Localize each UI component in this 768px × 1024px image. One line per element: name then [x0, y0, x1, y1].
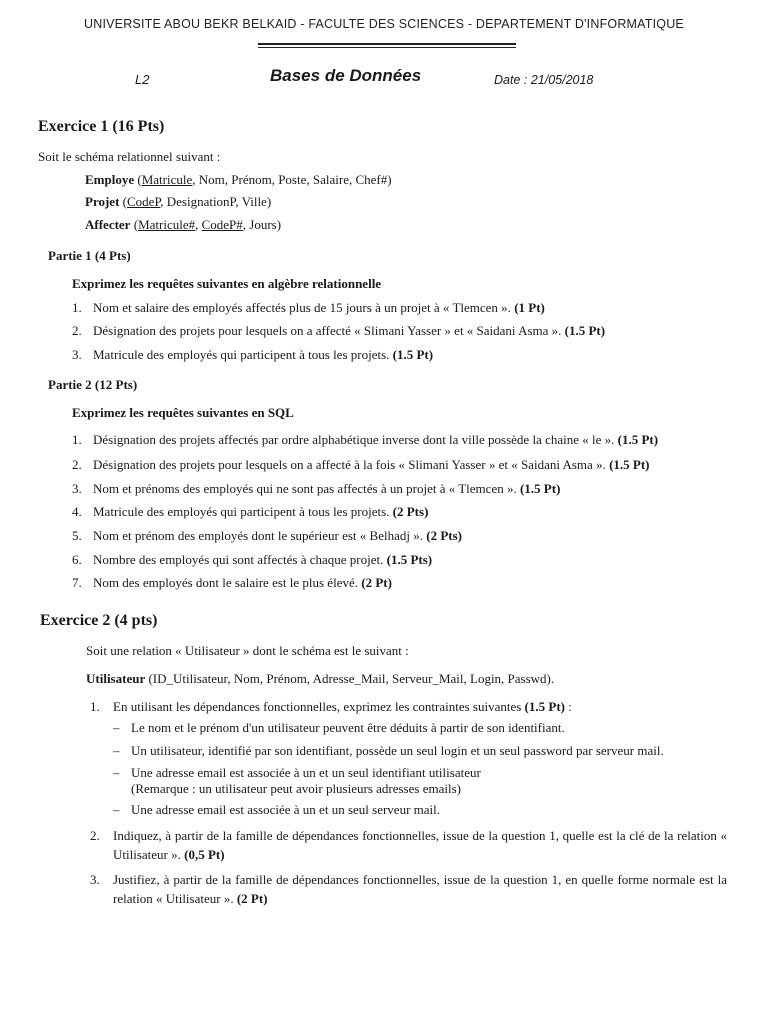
relation-name: Utilisateur	[86, 671, 146, 686]
points: (2 Pt)	[361, 575, 392, 590]
primary-key: Matricule#	[138, 217, 196, 232]
points: (2 Pts)	[426, 528, 462, 543]
header-rule-thick	[258, 43, 516, 45]
relation-name: Projet	[85, 194, 120, 209]
question-2: Indiquez, à partir de la famille de dépendances fonctionnelles, issue de la question 1, quelle est la clé de la relation « Utilisateur ». (0,5 Pt)	[113, 828, 727, 862]
list-number: 3.	[72, 347, 82, 362]
list-number: 1.	[72, 432, 82, 447]
list-item: Désignation des projets affectés par ordre alphabétique inverse dont la ville possède la chaine « le ». (1.5 Pt)	[93, 432, 659, 447]
dash-bullet: –	[113, 743, 120, 758]
university-header: UNIVERSITE ABOU BEKR BELKAID - FACULTE DES SCIENCES - DEPARTEMENT D'INFORMATIQUE	[84, 17, 684, 31]
list-item: Nom des employés dont le salaire est le plus élevé. (2 Pt)	[93, 575, 392, 590]
relation-name: Employe	[85, 172, 135, 187]
points: (0,5 Pt)	[184, 847, 225, 862]
list-item: Nombre des employés qui sont affectés à chaque projet. (1.5 Pts)	[93, 552, 433, 567]
exam-date: Date : 21/05/2018	[494, 73, 594, 87]
points: (1.5 Pt)	[519, 481, 561, 496]
list-number: 5.	[72, 528, 82, 543]
points: (1.5 Pts)	[386, 552, 433, 567]
part-2-title: Partie 2 (12 Pts)	[48, 377, 138, 392]
dash-bullet: –	[113, 802, 120, 817]
question-1: En utilisant les dépendances fonctionnelles, exprimez les contraintes suivantes (1.5 Pt) :	[113, 699, 572, 714]
part-1-subtitle: Exprimez les requêtes suivantes en algèbre relationnelle	[72, 276, 382, 291]
dash-bullet: –	[113, 765, 120, 780]
list-item: Nom et salaire des employés affectés plus de 15 jours à un projet à « Tlemcen ». (1 Pt)	[93, 300, 545, 315]
page-title: Bases de Données	[270, 66, 422, 85]
points: (2 Pts)	[392, 504, 429, 519]
list-item: Désignation des projets pour lesquels on a affecté à la fois « Slimani Yasser » et « Saidani Asma ». (1.5 Pt)	[93, 457, 650, 472]
relation-name: Affecter	[85, 217, 131, 232]
primary-key: Matricule	[141, 172, 193, 187]
points: (1.5 Pt)	[392, 347, 434, 362]
list-number: 2.	[72, 323, 82, 338]
list-number: 3.	[72, 481, 82, 496]
list-item: Matricule des employés qui participent à tous les projets. (1.5 Pt)	[93, 347, 434, 362]
list-item: Nom et prénoms des employés qui ne sont pas affectés à un projet à « Tlemcen ». (1.5 Pt)	[93, 481, 561, 496]
schema-utilisateur: Utilisateur (ID_Utilisateur, Nom, Prénom, Adresse_Mail, Serveur_Mail, Login, Passwd).	[86, 671, 555, 686]
dash-bullet: –	[113, 720, 120, 735]
list-item: Matricule des employés qui participent à tous les projets. (2 Pts)	[93, 504, 429, 519]
constraint-item: Une adresse email est associée à un et un seul identifiant utilisateur	[131, 765, 481, 780]
exercise-1-intro: Soit le schéma relationnel suivant :	[38, 149, 221, 164]
points: (2 Pt)	[236, 891, 268, 906]
list-number: 1.	[90, 699, 100, 714]
header-rule-thin	[258, 47, 516, 48]
part-2-subtitle: Exprimez les requêtes suivantes en SQL	[72, 405, 294, 420]
list-number: 3.	[90, 872, 100, 887]
constraint-item: Une adresse email est associée à un et un seul serveur mail.	[131, 802, 440, 817]
points: (1.5 Pt)	[609, 457, 650, 472]
constraint-item: Un utilisateur, identifié par son identifiant, possède un seul login et un seul password par serveur mail.	[131, 743, 664, 758]
list-number: 2.	[72, 457, 82, 472]
points: (1.5 Pt)	[617, 432, 659, 447]
list-number: 7.	[72, 575, 82, 590]
schema-projet: Projet (CodeP, DesignationP, Ville)	[85, 194, 272, 209]
list-number: 6.	[72, 552, 82, 567]
list-item: Désignation des projets pour lesquels on a affecté « Slimani Yasser » et « Saidani Asma ». (1.5 Pt)	[93, 323, 606, 338]
list-number: 4.	[72, 504, 82, 519]
level-label: L2	[135, 72, 150, 87]
primary-key: CodeP#	[201, 217, 243, 232]
points: (1.5 Pt)	[524, 699, 565, 714]
primary-key: CodeP	[127, 194, 161, 209]
schema-affecter: Affecter (Matricule#, CodeP#, Jours)	[85, 217, 282, 232]
exercise-2-title: Exercice 2 (4 pts)	[40, 612, 158, 629]
points: (1.5 Pt)	[564, 323, 606, 338]
question-3: Justifiez, à partir de la famille de dépendances fonctionnelles, issue de la question 1, en quelle forme normale est la relation « Utilisateur ». (2 Pt)	[113, 872, 727, 906]
list-number: 1.	[72, 300, 82, 315]
points: (1 Pt)	[514, 300, 545, 315]
schema-employe: Employe (Matricule, Nom, Prénom, Poste, Salaire, Chef#)	[85, 172, 392, 187]
part-1-title: Partie 1 (4 Pts)	[48, 248, 131, 263]
list-number: 2.	[90, 828, 100, 843]
list-item: Nom et prénom des employés dont le supérieur est « Belhadj ». (2 Pts)	[93, 528, 462, 543]
constraint-note: (Remarque : un utilisateur peut avoir plusieurs adresses emails)	[131, 781, 461, 796]
exercise-2-intro: Soit une relation « Utilisateur » dont le schéma est le suivant :	[86, 643, 409, 658]
exercise-1-title: Exercice 1 (16 Pts)	[38, 118, 165, 135]
constraint-item: Le nom et le prénom d'un utilisateur peuvent être déduits à partir de son identifiant.	[131, 720, 565, 735]
